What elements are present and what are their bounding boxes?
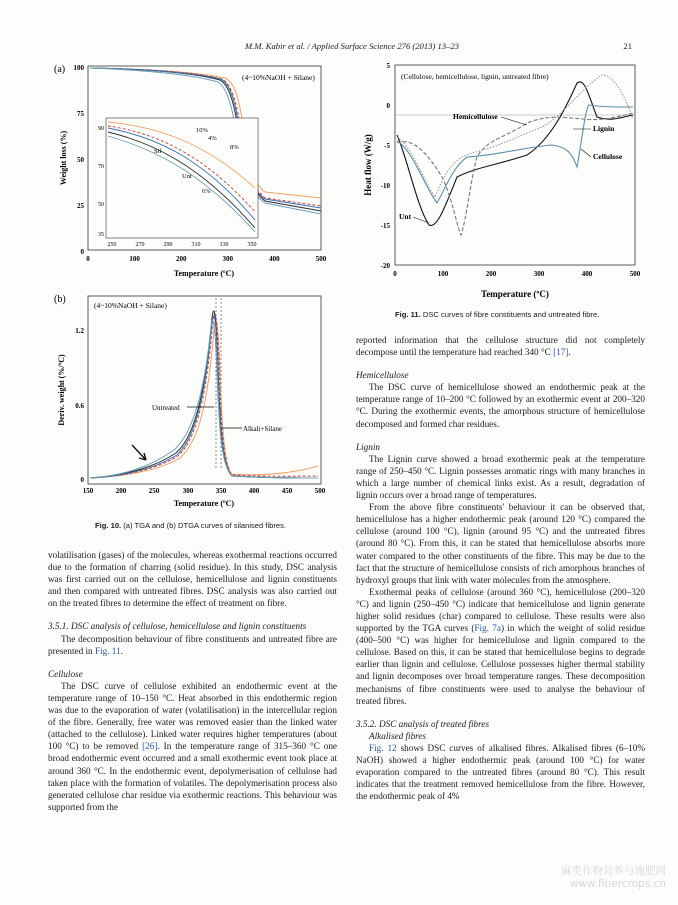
dtga-curve-10pct bbox=[90, 320, 318, 478]
inset-y-tick: 70 bbox=[98, 164, 104, 170]
panel-label: (b) bbox=[54, 294, 66, 305]
paragraph: The DSC curve of cellulose exhibited an endothermic event at the temperature range of 10–150 °C. Heat absorbed in this endothermic region was due to the evaporation of water (volatilisation) in the intercellular region of the fibre. Generally, free water was removed easier than the linked water (attached to the cellulose). Linked water requires higher temperatures (about 100 °C) to be removed [26]. In the temperature range of 315–360 °C one broad endothermic event occurred and a small exothermic event took place at around 360 °C. In the endothermic event, depolymerisation of cellulose had taken place with the formation of volatiles. The depolymerisation process also generated cellulose char residue via exothermic reactions. This behaviour was supported from the bbox=[48, 680, 337, 812]
x-tick: 500 bbox=[314, 487, 326, 495]
x-tick: 0 bbox=[86, 255, 90, 263]
curve-label: Alkali+Silane bbox=[243, 425, 282, 433]
inset-y-tick: 35 bbox=[98, 232, 104, 238]
curve-label: 4% bbox=[208, 135, 217, 142]
y-tick: 1.2 bbox=[75, 327, 84, 335]
citation-link[interactable]: [26] bbox=[142, 741, 158, 752]
x-tick: 400 bbox=[581, 270, 593, 278]
x-tick: 300 bbox=[182, 487, 194, 495]
x-tick: 450 bbox=[281, 487, 293, 495]
paragraph: The DSC curve of hemicellulose showed an endothermic peak at the temperature range of 10–200 °C followed by an exothermic event at 200–320 °C. During the exothermic events, the amorphous structure of hemicellulose decomposed and formed char residues. bbox=[356, 382, 645, 429]
subsection-heading: Hemicellulose bbox=[356, 370, 409, 381]
x-tick: 250 bbox=[148, 487, 160, 495]
dsc-curve-lignin bbox=[397, 75, 633, 197]
inset-x-tick: 310 bbox=[191, 242, 201, 248]
caption-number: Fig. 10. bbox=[95, 521, 122, 530]
y-tick: 25 bbox=[77, 202, 84, 210]
dtga-curve-8pct bbox=[90, 314, 318, 478]
inset-x-tick: 290 bbox=[163, 242, 173, 248]
label-leader bbox=[581, 149, 591, 157]
x-tick: 350 bbox=[215, 487, 227, 495]
y-tick: 75 bbox=[77, 110, 84, 118]
inset-y-tick: 90 bbox=[98, 126, 104, 132]
label-leader bbox=[501, 117, 527, 125]
subsection-heading: Alkalised fibres bbox=[369, 730, 427, 741]
curve-label: Sil bbox=[154, 148, 162, 155]
figure-10a bbox=[50, 60, 332, 285]
caption-text: DSC curves of fibre constituents and untreated fibre. bbox=[420, 310, 600, 319]
caption-number: Fig. 11. bbox=[395, 310, 421, 319]
x-tick: 200 bbox=[115, 487, 127, 495]
y-tick: 50 bbox=[77, 156, 84, 164]
x-axis-label: Temperature (ºC) bbox=[481, 289, 549, 299]
y-tick: 0 bbox=[386, 102, 390, 110]
y-tick: -5 bbox=[384, 142, 390, 150]
y-tick: 0.6 bbox=[75, 402, 84, 410]
x-tick: 500 bbox=[315, 255, 327, 263]
curve-label: Cellulose bbox=[593, 152, 623, 161]
right-column bbox=[356, 334, 645, 802]
y-axis-label: Deriv. weight (%/ºC) bbox=[57, 354, 66, 426]
dtga-curve-untreated bbox=[90, 321, 318, 478]
legend-text: (4~10%NaOH + Silane) bbox=[94, 301, 167, 310]
y-tick: 100 bbox=[73, 64, 84, 72]
plot-frame bbox=[88, 296, 321, 484]
dtga-curve-4pct bbox=[90, 316, 318, 478]
inset-x-tick: 350 bbox=[247, 242, 257, 248]
figure-11-caption bbox=[395, 310, 599, 319]
x-tick: 200 bbox=[485, 270, 497, 278]
legend-text: (4~10%NaOH + Silane) bbox=[242, 73, 315, 82]
x-tick: 150 bbox=[82, 487, 94, 495]
section-heading: 3.5.1. DSC analysis of cellulose, hemicellulose and lignin constituents bbox=[48, 621, 307, 632]
inset-x-tick: 270 bbox=[135, 242, 145, 248]
section-heading: 3.5.2. DSC analysis of treated fibres bbox=[356, 718, 490, 729]
y-tick: 0 bbox=[80, 476, 84, 484]
paragraph: volatilisation (gases) of the molecules, whereas exothermal reactions occurred due to the formation of charring (solid residue). In this study, DSC analysis was first carried out on the cellulose, hemicellulose and lignin constituents and then compared with untreated fibres. DSC analysis was also carried out on the treated fibres to determine the effect of treatment on fibre. bbox=[48, 550, 337, 609]
y-tick: 5 bbox=[386, 62, 390, 70]
y-tick: 0 bbox=[80, 248, 84, 256]
paragraph: reported information that the cellulose structure did not completely decompose until the temperature had reached 340 °C [17]. bbox=[356, 335, 645, 358]
x-tick: 100 bbox=[437, 270, 449, 278]
x-tick: 500 bbox=[629, 270, 640, 278]
figure-link[interactable]: Fig. 12 bbox=[369, 742, 397, 753]
inset-y-tick: 50 bbox=[98, 202, 104, 208]
subsection-heading: Lignin bbox=[356, 441, 380, 452]
paragraph: Fig. 12 shows DSC curves of alkalised fibres. Alkalised fibres (6–10% NaOH) showed a higher endothermic peak (around 100 °C) for water evaporation compared to the untreated fibres (around 80 °C). This result indicates that the treatment removed hemicellulose from the fibre. However, the endothermic peak of 4% bbox=[356, 742, 645, 802]
x-tick: 300 bbox=[222, 255, 234, 263]
inset-x-tick: 250 bbox=[107, 242, 117, 248]
y-axis-label: Weight loss (%) bbox=[59, 130, 68, 186]
panel-label: (a) bbox=[54, 64, 66, 75]
y-tick: -20 bbox=[380, 262, 390, 270]
page-number: 21 bbox=[623, 41, 632, 51]
y-tick: -10 bbox=[380, 182, 390, 190]
figure-10-caption bbox=[95, 521, 286, 530]
watermark: 麻类作物营养与施肥网 www.fibercrops.cn bbox=[561, 865, 666, 890]
plot-frame bbox=[395, 65, 635, 265]
x-tick: 200 bbox=[175, 255, 187, 263]
curve-label: 10% bbox=[196, 127, 208, 134]
x-tick: 400 bbox=[248, 487, 260, 495]
x-tick: 100 bbox=[129, 255, 140, 263]
left-column bbox=[48, 549, 337, 813]
curve-label: Lignin bbox=[593, 124, 615, 133]
x-tick: 300 bbox=[533, 270, 545, 278]
curve-label: Untreated bbox=[152, 404, 180, 412]
subsection-heading: Cellulose bbox=[48, 668, 83, 679]
x-axis-label: Temperature (ºC) bbox=[173, 499, 235, 508]
dtga-curve-6pct bbox=[90, 311, 318, 478]
arrow-icon bbox=[132, 445, 146, 460]
paragraph: From the above fibre constituents' behaviour it can be observed that, hemicellulose has a higher endothermic peak (around 120 °C) compared the cellulose (around 100 °C), lignin (around 95 °C) and the untreated fibres (around 80 °C). From this, it can be stated that hemicellulose absorbs more water compared to the other constituents of the fibre. This may be due to the fact that the structure of hemicellulose consists of rich amorphous branches of hydroxyl groups that link with water molecules from the atmosphere. bbox=[356, 502, 645, 585]
figure-11 bbox=[357, 57, 640, 304]
inset-x-tick: 330 bbox=[219, 242, 229, 248]
x-axis-label: Temperature (ºC) bbox=[173, 269, 235, 278]
x-tick: 0 bbox=[393, 270, 397, 278]
running-header: M.M. Kabir et al. / Applied Surface Science 276 (2013) 13–23 bbox=[245, 41, 459, 51]
citation-link[interactable]: [17] bbox=[553, 347, 569, 358]
figure-link[interactable]: Fig. 7a bbox=[474, 623, 501, 634]
curve-label: 8% bbox=[230, 144, 239, 151]
curve-label: Unt bbox=[182, 173, 192, 180]
paragraph: The Lignin curve showed a broad exothermic peak at the temperature range of 250–450 °C. Lignin possesses aromatic rings with many branches in which a large number of chemical links exist. As a result, degradation of lignin occurs over a broad range of temperatures. bbox=[356, 453, 645, 501]
paragraph: Exothermal peaks of cellulose (around 360 °C), hemicellulose (200–320 °C) and lignin (250–450 °C) indicate that hemicellulose and lignin generate higher solid residues (char) compared to cellulose. These results were also supported by the TGA curves (Fig. 7a) in which the weight of solid residue (400–500 °C) was higher for hemicellulose and lignin compared to the cellulose. Based on this, it can be stated that hemicellulose begins to degrade earlier than lignin and cellulose. Cellulose possesses higher thermal stability and lignin decomposes over broad temperature ranges. These decomposition mechanisms of fibre constituents were used to analyse the behaviour of treated fibres. bbox=[356, 586, 645, 706]
figure-10b bbox=[50, 290, 332, 512]
curve-label: Unt bbox=[399, 212, 412, 221]
y-tick: -15 bbox=[380, 222, 390, 230]
figure-link[interactable]: Fig. 11 bbox=[94, 645, 121, 656]
y-axis-label: Heat flow (W/g) bbox=[363, 134, 373, 196]
curve-label: Hemicellulose bbox=[453, 112, 498, 121]
legend-text: (Cellulose, hemicellulose, lignin, untreated fibre) bbox=[401, 72, 549, 81]
caption-text: (a) TGA and (b) DTGA curves of silanised fibres. bbox=[121, 521, 287, 530]
curve-label: 6% bbox=[202, 188, 211, 195]
paragraph: The decomposition behaviour of fibre constituents and untreated fibre are presented in Fig. 11. bbox=[48, 633, 337, 656]
x-tick: 400 bbox=[269, 255, 280, 263]
